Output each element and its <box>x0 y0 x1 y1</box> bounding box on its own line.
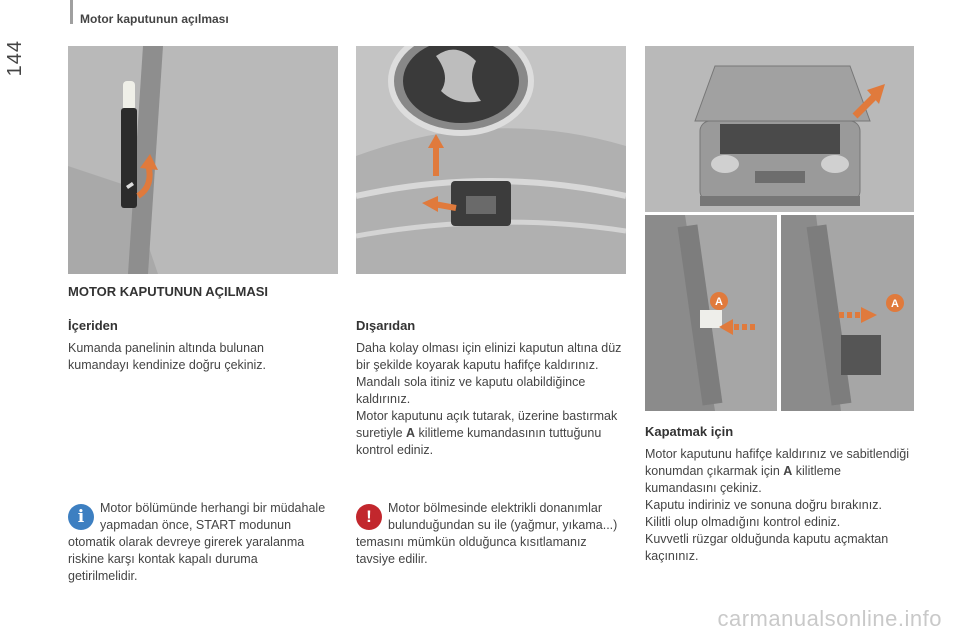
inside-text: Kumanda panelinin altında bulunan kumandayı kendinize doğru çekiniz. <box>68 341 267 372</box>
label-a-text: A <box>715 296 723 308</box>
support-rod-photo-left <box>645 215 777 411</box>
header-bar <box>70 0 73 24</box>
closing-paragraph-4: Kuvvetli rüzgar olduğunda kaputu açmaktan kaçınınız. <box>645 532 889 563</box>
lock-control <box>700 310 722 328</box>
closing-paragraph-2: Kaputu indiriniz ve sonuna doğru bırakınız. <box>645 498 882 512</box>
lever-handle <box>121 108 137 208</box>
inside-heading: İçeriden <box>68 318 118 333</box>
closing-heading: Kapatmak için <box>645 424 734 439</box>
closing-text <box>645 446 915 565</box>
outside-paragraph-2: Mandalı sola itiniz ve kaputu olabildiğince kaldırınız. <box>356 375 586 406</box>
outside-heading: Dışarıdan <box>356 318 416 333</box>
watermark: carmanualsonline.info <box>717 606 942 631</box>
outside-paragraph-1: Daha kolay olması için elinizi kaputun altına düz bir şekilde koyarak kaputu hafifçe kaldırınız. <box>356 341 622 372</box>
car-front-photo <box>645 46 914 212</box>
car-front-illustration <box>645 46 914 212</box>
lever-handle-tip <box>123 81 135 111</box>
outside-paragraph-3 <box>356 408 628 459</box>
support-rod-illustration-right <box>781 215 914 411</box>
interior-lever-illustration <box>68 46 338 274</box>
warning-icon: ! <box>356 504 382 530</box>
warning-note-text: Motor bölmesinde elektrikli donanımlar bulunduğundan su ile (yağmur, yıkama...) temasını mümkün olduğunca kısıtlamanız tavsiye edilir. <box>356 501 618 566</box>
closing-p1-start: Motor kaputunu hafifçe kaldırınız ve sabitlendiği konumdan çıkarmak için <box>645 447 910 478</box>
exterior-latch-photo <box>356 46 626 274</box>
label-a-text-2: A <box>891 298 899 310</box>
exterior-latch-illustration <box>356 46 626 274</box>
info-note <box>68 500 328 585</box>
warning-note <box>356 500 621 568</box>
interior-lever-photo <box>68 46 338 274</box>
support-rod-photo-right <box>781 215 914 411</box>
outside-p3-bold: A <box>406 426 416 440</box>
closing-paragraph-1 <box>645 446 915 497</box>
outside-p3-start: Motor kaputunu açık tutarak, üzerine bastırmak suretiyle <box>356 409 618 440</box>
section-title: MOTOR KAPUTUNUN AÇILMASI <box>68 284 269 299</box>
page-header-title: Motor kaputunun açılması <box>80 12 229 26</box>
support-rod-illustration-left <box>645 215 777 411</box>
outside-text <box>356 340 628 459</box>
engine-bay <box>720 124 840 154</box>
info-icon: i <box>68 504 94 530</box>
outside-p3-end: kilitleme kumandasının tuttuğunu kontrol ediniz. <box>356 426 602 457</box>
lock-mechanism <box>841 335 881 375</box>
info-note-text: Motor bölümünde herhangi bir müdahale yapmadan önce, START modunun otomatik olarak devreye girerek yaralanma riskine karşı kontak kapalı duruma getirilmelidir. <box>68 501 326 583</box>
open-hood <box>695 66 870 121</box>
closing-p1-bold: A <box>783 464 793 478</box>
closing-p1-end: kilitleme kumandasını çekiniz. <box>645 464 841 495</box>
page-number: 144 <box>4 40 26 77</box>
closing-paragraph-3: Kilitli olup olmadığını kontrol ediniz. <box>645 515 841 529</box>
